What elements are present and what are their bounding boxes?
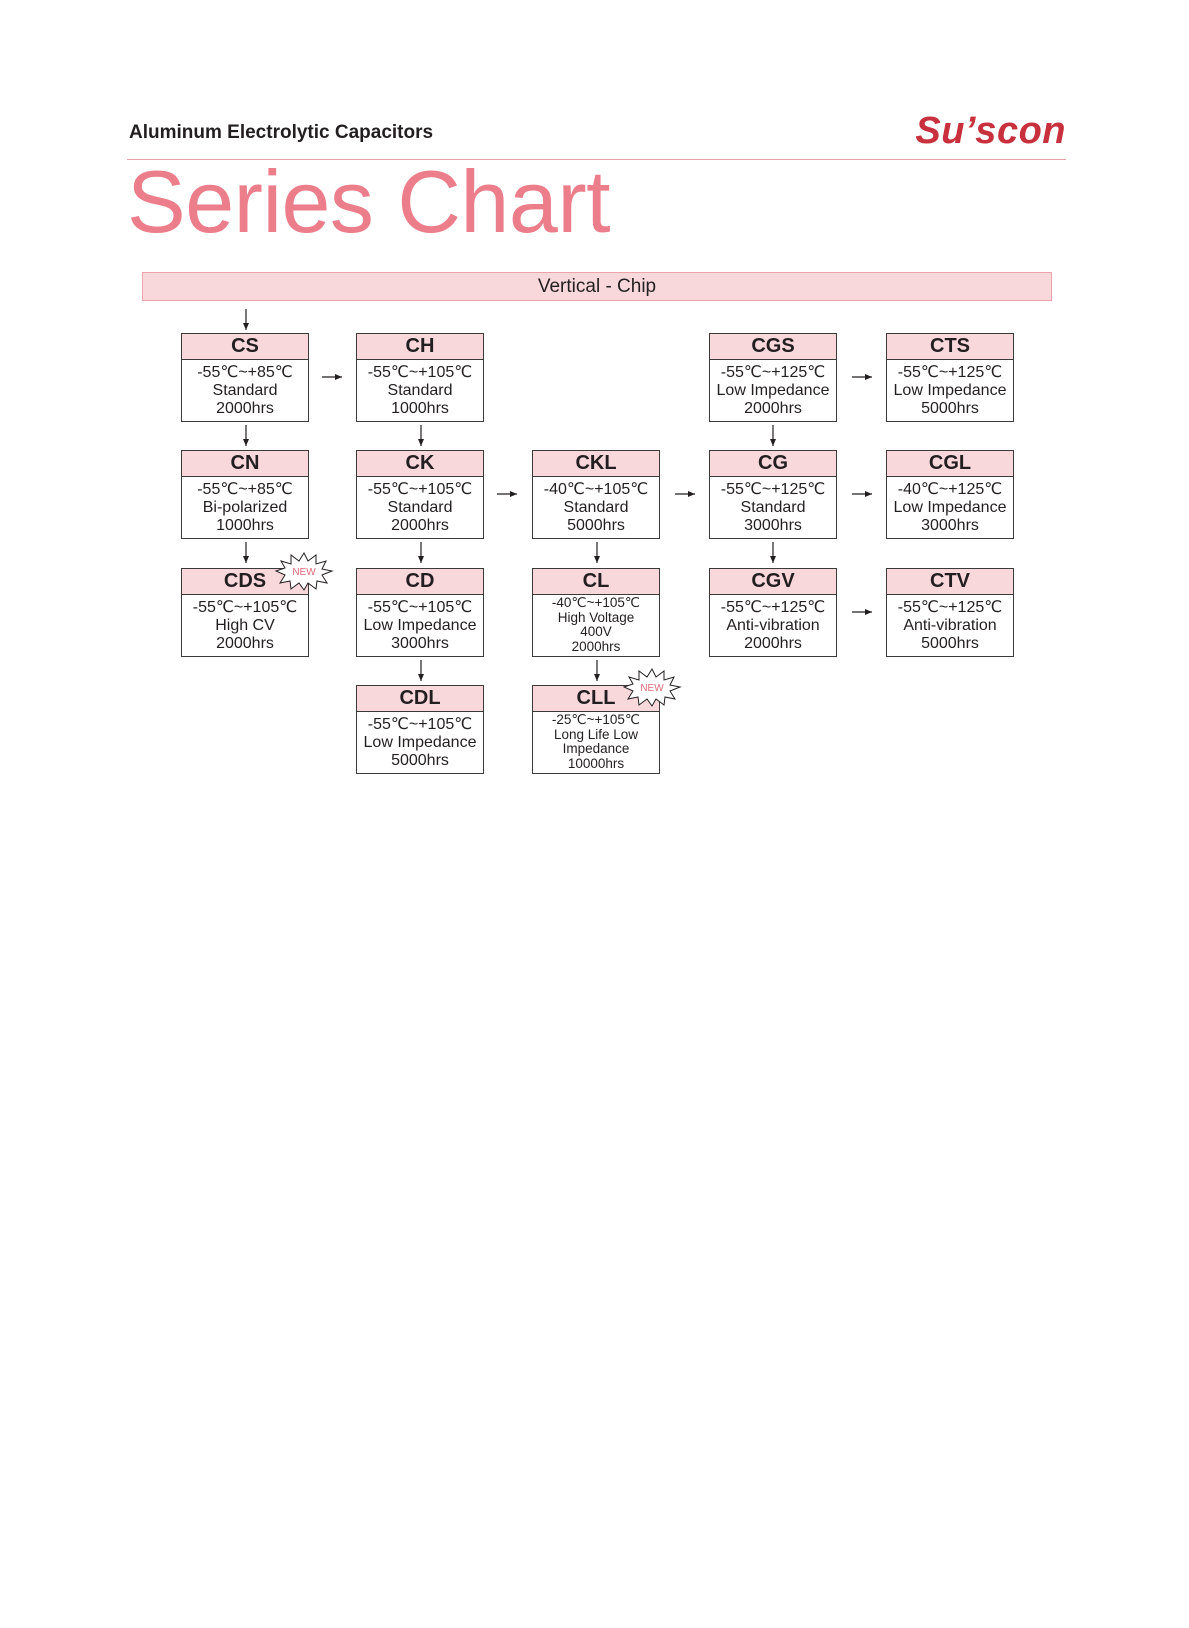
temperature-range: -40℃~+105℃: [543, 481, 649, 498]
life-hours: 1000hrs: [391, 400, 449, 417]
temperature-range: -55℃~+125℃: [720, 364, 826, 381]
series-code: CL: [533, 569, 659, 595]
series-code: CD: [357, 569, 483, 595]
series-type: Low Impedance: [363, 617, 477, 634]
life-hours: 2000hrs: [216, 400, 274, 417]
series-box-cgl: [886, 450, 1014, 539]
category-banner: Vertical - Chip: [142, 272, 1052, 301]
series-box-cts: [886, 333, 1014, 422]
brand-logo: Su’scon: [915, 110, 1066, 152]
series-code: CDS: [182, 569, 308, 595]
life-hours: 5000hrs: [921, 635, 979, 652]
new-badge-label: NEW: [292, 567, 316, 578]
series-code: CGS: [710, 334, 836, 360]
series-type: Low Impedance: [363, 734, 477, 751]
series-type: Standard: [563, 499, 629, 516]
series-code: CGL: [887, 451, 1013, 477]
series-code: CS: [182, 334, 308, 360]
series-code: CLL: [533, 686, 659, 712]
life-hours: 3000hrs: [391, 635, 449, 652]
temperature-range: -55℃~+85℃: [197, 364, 293, 381]
life-hours: 1000hrs: [216, 517, 274, 534]
series-type: Standard: [212, 382, 278, 399]
temperature-range: -40℃~+105℃: [551, 595, 641, 610]
life-hours: 10000hrs: [567, 755, 625, 771]
temperature-range: -55℃~+125℃: [720, 599, 826, 616]
series-box-ch: [356, 333, 484, 422]
life-hours: 2000hrs: [744, 635, 802, 652]
life-hours: 3000hrs: [744, 517, 802, 534]
rated-voltage: 400V: [580, 624, 612, 639]
series-code: CK: [357, 451, 483, 477]
series-box-ctv: [886, 568, 1014, 657]
series-type: Bi-polarized: [202, 499, 288, 516]
series-code: CGV: [710, 569, 836, 595]
series-box-cl: [532, 568, 660, 657]
life-hours: 3000hrs: [921, 517, 979, 534]
doc-title: Aluminum Electrolytic Capacitors: [129, 122, 434, 143]
temperature-range: -55℃~+125℃: [897, 364, 1003, 381]
series-box-cn: [181, 450, 309, 539]
series-type: Low Impedance: [893, 382, 1007, 399]
series-type: Anti-vibration: [726, 617, 820, 634]
life-hours: 5000hrs: [567, 517, 625, 534]
series-type: Standard: [387, 499, 453, 516]
series-code: CTV: [887, 569, 1013, 595]
page-title: Series Chart: [127, 152, 611, 251]
new-badge-cds: [274, 551, 334, 591]
series-box-ck: [356, 450, 484, 539]
series-box-ckl: [532, 450, 660, 539]
temperature-range: -55℃~+105℃: [367, 716, 473, 733]
series-type: Low Impedance: [716, 382, 830, 399]
series-box-cd: [356, 568, 484, 657]
life-hours: 2000hrs: [744, 400, 802, 417]
life-hours: 5000hrs: [921, 400, 979, 417]
temperature-range: -55℃~+105℃: [192, 599, 298, 616]
series-box-cg: [709, 450, 837, 539]
series-code: CG: [710, 451, 836, 477]
life-hours: 2000hrs: [391, 517, 449, 534]
new-badge-cll: [622, 667, 682, 707]
temperature-range: -55℃~+125℃: [720, 481, 826, 498]
series-code: CTS: [887, 334, 1013, 360]
series-type: Low Impedance: [893, 499, 1007, 516]
series-type: Standard: [740, 499, 806, 516]
series-code: CH: [357, 334, 483, 360]
temperature-range: -25℃~+105℃: [551, 712, 641, 727]
series-box-cgs: [709, 333, 837, 422]
temperature-range: -40℃~+125℃: [897, 481, 1003, 498]
series-code: CDL: [357, 686, 483, 712]
life-hours: 5000hrs: [391, 752, 449, 769]
temperature-range: -55℃~+105℃: [367, 364, 473, 381]
series-type: Long Life Low: [553, 726, 639, 742]
series-type: High CV: [215, 617, 275, 634]
series-box-cdl: [356, 685, 484, 774]
life-hours: 2000hrs: [216, 635, 274, 652]
series-type-cont: Impedance: [562, 741, 630, 756]
series-type: Standard: [387, 382, 453, 399]
new-badge-label: NEW: [640, 683, 664, 694]
series-code: CN: [182, 451, 308, 477]
temperature-range: -55℃~+85℃: [197, 481, 293, 498]
series-type: Anti-vibration: [903, 617, 997, 634]
temperature-range: -55℃~+125℃: [897, 599, 1003, 616]
series-code: CKL: [533, 451, 659, 477]
series-type: High Voltage: [557, 609, 635, 625]
temperature-range: -55℃~+105℃: [367, 599, 473, 616]
temperature-range: -55℃~+105℃: [367, 481, 473, 498]
series-box-cs: [181, 333, 309, 422]
life-hours: 2000hrs: [571, 638, 621, 654]
series-box-cgv: [709, 568, 837, 657]
